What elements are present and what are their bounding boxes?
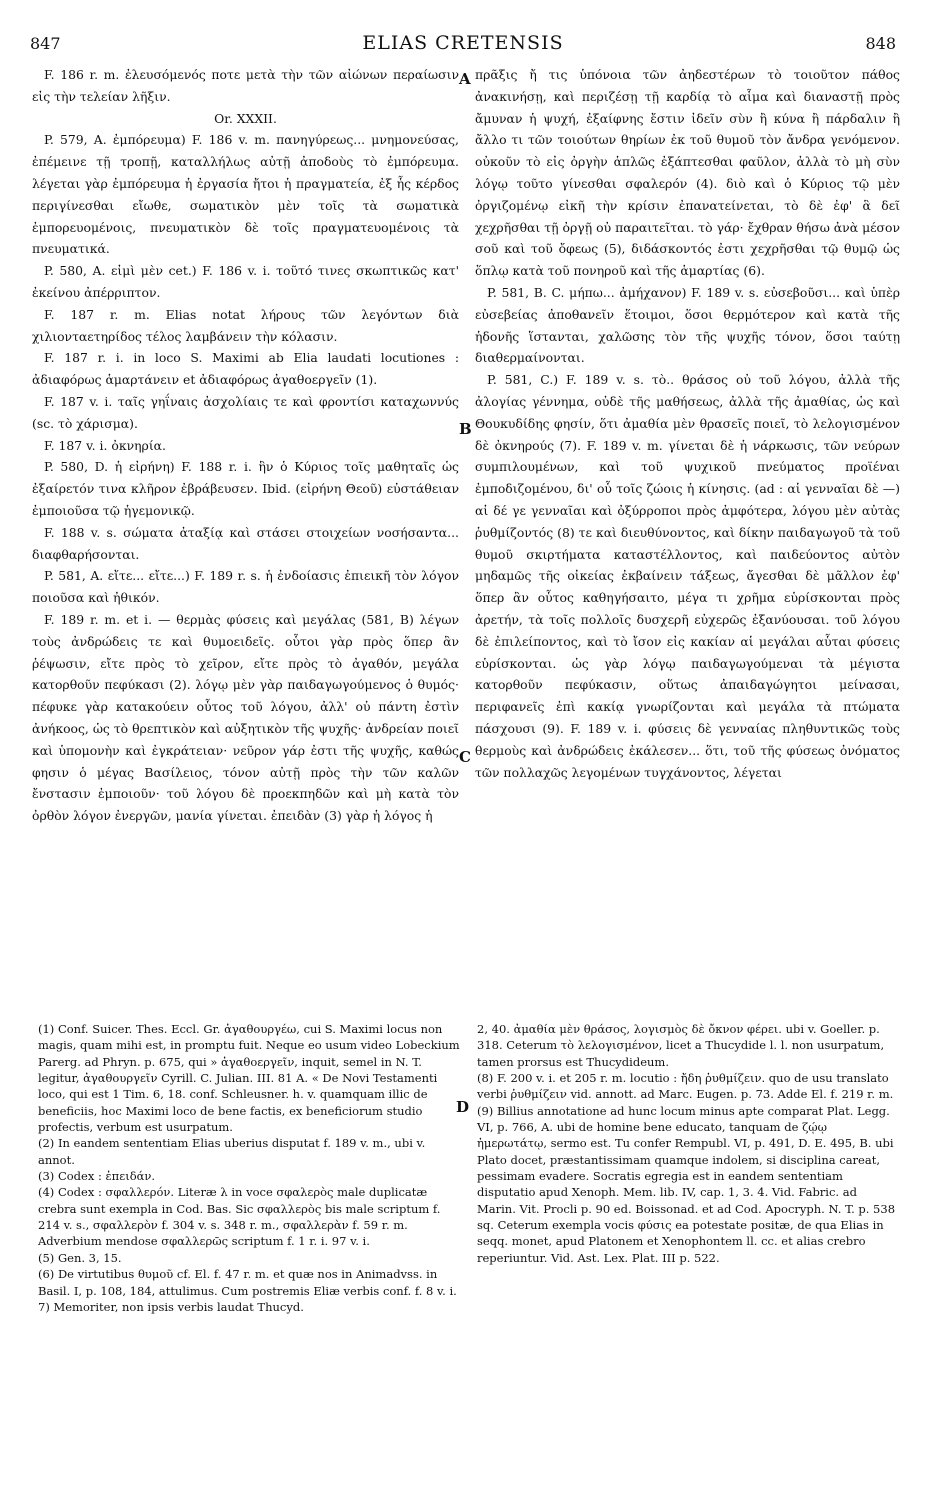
footnote-5: (5) Gen. 3, 15. [38,1250,122,1265]
margin-marker-a: A [459,70,471,88]
left-paragraph-5: F. 187 r. i. in loco S. Maximi ab Elia laudati locutiones : ἀδιαφόρως ἁμαρτάνειν et ἀδιαφόρως ἀγαθοεργεῖν (1). [32,350,459,388]
footnote-3: (3) Codex : ἐπειδάν. [38,1169,156,1184]
left-paragraph-3: P. 580, A. εἰμὶ μὲν cet.) F. 186 v. i. τοῦτό τινες σκωπτικῶς κατ' ἐκείνου ἀπέρριπτον. [32,263,459,300]
page-number-right: 848 [865,34,896,53]
footnote-1: (1) Conf. Suicer. Thes. Eccl. Gr. ἀγαθουργέω, cui S. Maximi locus non magis, quam mihi est, in promptu fuit. Neque eo usum video Lobeckium Parerg. ad Phryn. p. 675, qui » ἀγαθοεργεῖν, inquit, semel in N. T. legitur, ἀγαθουργεῖν Cyrill. C. Julian. III. 81 A. « De Novi Testamenti loco, qui est 1 Tim. 6, 18. conf. Schleusner. h. v. quamquam illic de beneficiis, hoc Maximi loco de bene factis, ex beneficiorum studio profectis, verbum est usurpatum. [38,1022,460,1135]
left-column [32,64,459,827]
right-paragraph-3: P. 581, C.) F. 189 v. s. τὸ.. θράσος οὐ τοῦ λόγου, ἀλλὰ τῆς ἀλογίας γέννημα, οὐδὲ τῆς μαθήσεως, ἀλλὰ τῆς ἀμαθίας, ὡς καὶ Θουκυδίδης φησίν, ὅτι ἀμαθία μὲν θρασεῖς ποιεῖ, τὸ λελογισμένον δὲ ὀκνηρούς (7). F. 189 v. m. γίνεται δὲ ἡ νάρκωσις, τῶν νεύρων συμπιλουμένων, καὶ τοῦ ψυχικοῦ πνεύματος προϊέναι ἐμποδιζομένου, δι' οὗ τοῖς ζώοις ἡ κίνησις. (ad : αἱ γενναῖαι δὲ —) αἱ δέ γε γενναῖαι καὶ ὀξύρροποι πρὸς ἀμφότερα, λόγου μὲν αὐτὰς ῥυθμίζοντός (8) τε καὶ διευθύνοντος, καὶ δίκην παιδαγωγοῦ τὰ τοῦ θυμοῦ σκιρτήματα καταστέλλοντος, καὶ παιδεύοντος αὐτὸν μηδαμῶς τῆς οἰκείας ἐκβαίνειν τάξεως, ἄγεσθαι δὲ μᾶλλον ἐφ' ὅπερ ἂν οὗτος καθηγήσαιτο, μέγα τι χρῆμα εὑρίσκονται πρὸς ἀρετήν, τὰ τοῖς πολλοῖς δυσχερῆ εὐχερῶς ἐξανύουσαι. τοῦ λόγου δὲ ἐπιλείποντος, καὶ τὸ ἴσον εἰς κακίαν αἱ μεγάλαι αὗται φύσεις εὑρίσκονται. ὡς γὰρ λόγῳ παιδαγωγούμεναι τὰ μέγιστα κατορθοῦν πεφύκασιν, οὕτως ἀπαιδαγώγητοι μείνασαι, περιφανεῖς ἐπὶ κακίᾳ γνωρίζονται καὶ μεγάλα τὰ πτώματα πάσχουσι (9). F. 189 v. i. φύσεις δὲ γενναίας πληθυντικῶς τοὺς θερμοὺς καὶ ἀνδρώδεις ἐκάλεσεν... ὅτι, τοῦ τῆς φύσεως ὀνόματος τῶν πολλαχῶς λεγομένων τυγχάνοντος, λέγεται [475,372,900,780]
footnote-6: (6) De virtutibus θυμοῦ cf. El. f. 47 r. m. et quæ nos in Animadvss. in Basil. I, p. 108, 184, attulimus. Cum postremis Eliæ verbis conf. f. 8 v. i. [38,1267,457,1298]
oration-heading: Or. XXXII. [214,110,277,126]
margin-marker-c: C [459,748,471,766]
running-title: ELIAS CRETENSIS [362,32,564,54]
footnote-8: (8) F. 200 v. i. et 205 r. m. locutio : ἤδη ῥυθμίζειν. quo de usu translato verbi ῥυθμίζειν vid. annott. ad Marc. Eugen. p. 73. Adde El. f. 219 r. m. [477,1071,894,1102]
page-number-left: 847 [30,34,61,53]
footnotes-right [477,1021,897,1266]
margin-marker-b: B [459,420,472,438]
left-paragraph-6: F. 187 v. i. ταῖς γηΐναις ἀσχολίαις τε καὶ φροντίσι καταχωννύς (sc. τὸ χάρισμα). [32,393,459,431]
right-paragraph-1: πρᾶξις ἤ τις ὑπόνοια τῶν ἀηδεστέρων τὸ τοιοῦτον πάθος ἀνακινήσῃ, καὶ περιζέσῃ τῇ καρδίᾳ τὸ αἷμα καὶ διαναστῇ πρὸς ἄμυναν ἡ ψυχή, ἐξαίφνης ἔστιν ἰδεῖν σὺν ἢ κύνα ἢ πάρδαλιν ἢ ἄλλο τι τῶν τοιούτων θηρίων ἐκ τοῦ θυμοῦ τὸν ἄνδρα γενόμενον. οὐκοῦν τὸ εἰς ὀργὴν ἁπλῶς ἐξάπτεσθαι φαῦλον, ἀλλὰ τὸ μὴ σὺν λόγῳ τοῦτο γίνεσθαι σφαλερόν (4). διὸ καὶ ὁ Κύριος τῷ μὲν ὀργιζομένῳ εἰκῆ τὴν κρίσιν ἐπανατείνεται, τὸ δὲ ἐφ' ἃ δεῖ χεχρῆσθαι τῇ ὀργῇ οὐ παραιτεῖται. τὸ γάρ· ἔχθραν θήσω ἀνὰ μέσον σοῦ καὶ τοῦ ὄφεως (5), διδάσκοντός ἐστι χεχρῆσθαι τῷ θυμῷ ὡς ὅπλῳ κατὰ τοῦ πονηροῦ καὶ τῆς ἁμαρτίας (6). [475,67,900,279]
footnote-9: (9) Billius annotatione ad hunc locum minus apte comparat Plat. Legg. VI, p. 766, A. ubi de homine bene educato, tanquam de ζῴῳ ἡμερωτάτῳ, sermo est. Tu confer Rempubl. VI, p. 491, D. E. 495, B. ubi Plato docet, præstantissimam quamque indolem, si disciplina careat, pessimam evadere. Socratis egregia est in eandem sententiam disputatio apud Xenoph. Mem. lib. IV, cap. 1, 3. 4. Vid. Fabric. ad Marin. Vit. Procli p. 90 ed. Boissonad. et ad Cod. Apocryph. N. T. p. 538 sq. Ceterum exempla vocis φύσις ea potestate positæ, de qua Elias in seqq. monet, apud Platonem et Xenophontem ll. cc. et alias crebro reperiuntur. Vid. Ast. Lex. Plat. III p. 522. [477,1103,896,1265]
left-paragraph-7: F. 187 v. i. ὀκνηρία. [44,437,166,453]
left-paragraph-8: P. 580, D. ἡ εἰρήνη) F. 188 r. i. ἣν ὁ Κύριος τοῖς μαθηταῖς ὡς ἐξαίρετόν τινα κλῆρον ἐβράβευσεν. Ibid. (εἰρήνη Θεοῦ) εὐστάθειαν ἐμποιοῦσα τῷ ἡγεμονικῷ. [32,459,459,518]
left-paragraph-1: F. 186 r. m. ἐλευσόμενός ποτε μετὰ τὴν τῶν αἰώνων περαίωσιν εἰς τὴν τελείαν λῆξιν. [32,67,459,104]
right-paragraph-2: P. 581, B. C. μήπω... ἀμήχανον) F. 189 v. s. εὐσεβοῦσι... καὶ ὑπὲρ εὐσεβείας ἀποθανεῖν ἕτοιμοι, ὅσοι θερμότερον καὶ κατὰ τῆς ἡδονῆς ἵστανται, χαλῶσης τὸν τῆς ψυχῆς τόνον, ὅσοι ταύτῃ διαθερμαίνονται. [475,284,900,366]
left-paragraph-4: F. 187 r. m. Elias notat λήρους τῶν λεγόντων διὰ χιλιονταετηρίδος τέλος λαμβάνειν τὴν κόλασιν. [32,306,459,344]
margin-marker-d: D [456,1098,470,1116]
footnote-4: (4) Codex : σφαλλερόν. Literæ λ in voce σφαλερὸς male duplicatæ crebra sunt exempla in Cod. Bas. Sic σφαλλερὸς bis male scriptum f. 214 v. s., σφαλλερὸν f. 304 v. s. 348 r. m., σφαλλερὰν f. 59 r. m. Adverbium mendose σφαλλερῶς scriptum f. 1 r. i. 97 v. i. [38,1185,441,1249]
footnote-7: 7) Memoriter, non ipsis verbis laudat Thucyd. [38,1299,304,1314]
footnote-7-continued: 2, 40. ἀμαθία μὲν θράσος, λογισμὸς δὲ ὄκνον φέρει. ubi v. Goeller. p. 318. Ceterum τὸ λελογισμένον, licet a Thucydide l. l. non usurpatum, tamen prorsus est Thucydideum. [477,1022,885,1069]
footnote-2: (2) In eandem sententiam Elias uberius disputat f. 189 v. m., ubi v. annot. [38,1136,426,1167]
left-paragraph-10: P. 581, A. εἴτε... εἴτε...) F. 189 r. s. ἡ ἐνδοίασις ἐπιεικῆ τὸν λόγον ποιοῦσα καὶ ἠθικόν. [32,568,459,606]
left-paragraph-9: F. 188 v. s. σώματα ἀταξίᾳ καὶ στάσει στοιχείων νοσήσαντα... διαφθαρήσονται. [32,524,459,562]
right-column [475,64,900,783]
footnotes-left [38,1021,461,1315]
left-paragraph-11: F. 189 r. m. et i. — θερμὰς φύσεις καὶ μεγάλας (581, B) λέγων τοὺς ἀνδρώδεις τε καὶ θυμοειδεῖς. οὗτοι γὰρ πρὸς ὅπερ ἂν ῥέψωσιν, εἴτε πρὸς τὸ χεῖρον, εἴτε πρὸς τὸ ἀγαθόν, μεγάλα κατορθοῦν πεφύκασι (2). λόγῳ μὲν γὰρ παιδαγωγούμενος ὁ θυμός· πέφυκε γὰρ κατακούειν οὗτος τοῦ λόγου, ἀλλ' οὐ πάντη ἐστὶν ἀνήκοος, ὡς τὸ θρεπτικὸν καὶ αὐξητικὸν τῆς ψυχῆς· ἀνδρείαν ποιεῖ καὶ ὑπομονὴν καὶ ἐγκράτειαν· νεῦρον γάρ ἐστι τῆς ψυχῆς, καθώς φησιν ὁ μέγας Βασίλειος, τόνον αὐτῇ πρὸς τὴν τῶν καλῶν ἔνστασιν ἐμποιοῦν· τοῦ λόγου δὲ προεκπηδῶν καὶ μὴ κατὰ τὸν ὀρθὸν λόγον ἐνεργῶν, μανία γίνεται. ἐπειδὰν (3) γὰρ ἡ λόγος ἡ [32,611,459,824]
page-header [0,0,926,54]
left-paragraph-2: P. 579, A. ἐμπόρευμα) F. 186 v. m. πανηγύρεως... μνημονεύσας, ἐπέμεινε τῇ τροπῇ, καταλλήλως αὐτῇ ἀποδοὺς τὸ ἐμπόρευμα. λέγεται γὰρ ἐμπόρευμα ἡ ἐργασία ἤτοι ἡ πραγματεία, ἐξ ἧς κέρδος περιγίνεσθαι εἴωθε, σωματικὸν μὲν τοῖς τὰ σωματικὰ ἐμπορευομένοις, πνευματικὸν δὲ τοῖς πραγματευομένοις τὰ πνευματικά. [32,132,459,257]
